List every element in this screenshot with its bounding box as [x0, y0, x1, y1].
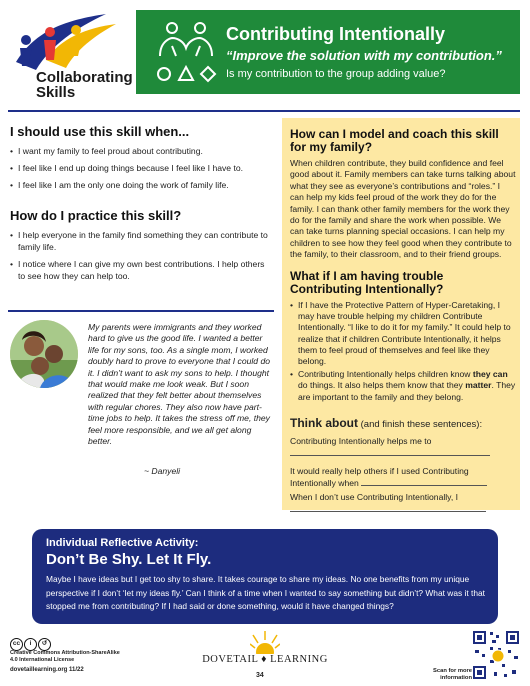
cc-license-badge: [10, 632, 52, 651]
testimonial-signature: ~ Danyeli: [144, 466, 181, 476]
license-line: Creative Commons Attribution-ShareAlike: [10, 650, 120, 656]
logo-text-line1: Collaborating: [36, 69, 133, 86]
skill-title: Contributing Intentionally: [226, 24, 445, 44]
coaching-panel: [282, 118, 520, 510]
scan-prompt: Scan for more information: [433, 668, 472, 681]
think-about-hint: (and finish these sentences):: [358, 419, 483, 430]
dovetail-learning-logo: [200, 630, 330, 674]
collaborating-skills-logo: [6, 10, 133, 102]
page-number: 34: [256, 672, 264, 679]
family-photo-image: [10, 320, 78, 388]
prompt-text: When I don’t use Contributing Intentionally, I: [290, 492, 458, 502]
list-item: • I feel like I am the only one doing the work of family life.: [10, 179, 272, 191]
by-icon: i: [24, 638, 37, 651]
activity-body: Maybe I have ideas but I get too shy to share. It takes courage to share my ideas. No one benefits from my unique perspective if I don’t ‘let my ideas fly.’ Can I think of a time when I wanted to say something but didn’t? What was it that stopped me from contributing? If I had said or done something, would it have changed things?: [46, 574, 485, 611]
trouble-list: [290, 300, 516, 405]
list-item: [290, 369, 516, 403]
reflective-activity-box: [32, 529, 498, 624]
sentence-prompt: [290, 436, 510, 459]
cc-icon: cc: [10, 638, 23, 651]
trouble-emphasis: they can: [472, 369, 508, 380]
sentence-prompt: [290, 492, 510, 515]
list-item: • I feel like I end up doing things because I feel like I have to.: [10, 162, 272, 174]
trouble-title: What if I am having trouble Contributing Intentionally?: [290, 269, 444, 296]
trouble-text: . They are important to the family and they belong.: [298, 380, 516, 402]
model-body: When children contribute, they build confidence and feel good about it. Family members can take turns talking about what they see as everyone’s contributions and “roles.” I can help my kids feel proud of the work they do for the family. I can thank other family members for the work they do for the family and share the work when possible. We can take turns planning special occasions. I can help my children to see how they feel good when they contribute to the family, to their classroom, and to their friend groups.: [290, 158, 516, 260]
qr-code[interactable]: [472, 630, 520, 680]
list-item: • I want my family to feel proud about contributing.: [10, 145, 272, 157]
practice-title: How do I practice this skill?: [10, 208, 182, 223]
sa-icon: ↺: [38, 638, 51, 651]
trouble-text: Contributing Intentionally helps children know: [298, 369, 473, 380]
blank-line[interactable]: [290, 447, 490, 456]
list-item: • I notice where I can give my own best contributions. I help others to see how they can help too.: [10, 258, 272, 282]
prompt-text: Contributing Intentionally helps me to: [290, 436, 432, 446]
left-divider: [8, 310, 274, 312]
list-item: • I help everyone in the family find something they can contribute to family life.: [10, 229, 272, 253]
prompt-text: Intentionally when: [290, 478, 359, 488]
trouble-emphasis: matter: [465, 380, 492, 391]
testimonial-text: My parents were immigrants and they worked hard to give us the good life. I wanted a better life for my sons, too. As a single mom, I worked doubly hard to prove to everyone that I could do it. I didn’t want to ask my sons to help. I thought that would make me look weak. But I soon realized that they felt better about themselves with regular chores. They also now have part-time jobs to help. It takes the stress off me, they feel more responsible, and we all get along better.: [88, 322, 271, 447]
header-divider: [8, 110, 520, 112]
practice-section: [10, 208, 272, 287]
think-about-title: Think about (and finish these sentences):: [290, 416, 483, 430]
sentence-prompt: [290, 466, 510, 489]
qr-code-icon: [472, 630, 520, 680]
should-use-title: I should use this skill when...: [10, 124, 190, 139]
brand-name: DOVETAIL ♦ LEARNING: [202, 654, 328, 665]
skill-header-banner: [136, 10, 520, 94]
footer-url: dovetaillearning.org 11/22: [10, 667, 84, 673]
blank-line[interactable]: [290, 503, 486, 512]
list-item: • If I have the Protective Pattern of Hyper-Caretaking, I may have trouble helping my children Contribute Intentionally. “I like to do it for my family.” It could help to realize that if children Contribute Intentionally, it helps them to feel proud of themselves and feel like they belong.: [290, 300, 516, 367]
blank-line[interactable]: [361, 477, 487, 486]
sun-icon: [250, 630, 280, 654]
prompt-text: It would really help others if I used Contributing: [290, 466, 469, 476]
license-text: [10, 650, 120, 664]
contributing-people-icon: [152, 20, 220, 84]
activity-title: Don’t Be Shy. Let It Fly.: [46, 551, 212, 568]
logo-text-line2: Skills: [36, 84, 76, 101]
family-photo: [10, 320, 78, 388]
should-use-section: [10, 124, 272, 196]
skill-question: Is my contribution to the group adding value?: [226, 68, 446, 80]
trouble-text: do things. It also helps them know that they: [298, 380, 466, 391]
model-title: How can I model and coach this skill for my family?: [290, 127, 499, 154]
license-line: 4.0 International License: [10, 657, 75, 663]
skill-quote: “Improve the solution with my contribution.”: [226, 48, 502, 63]
activity-label: Individual Reflective Activity:: [46, 537, 199, 549]
